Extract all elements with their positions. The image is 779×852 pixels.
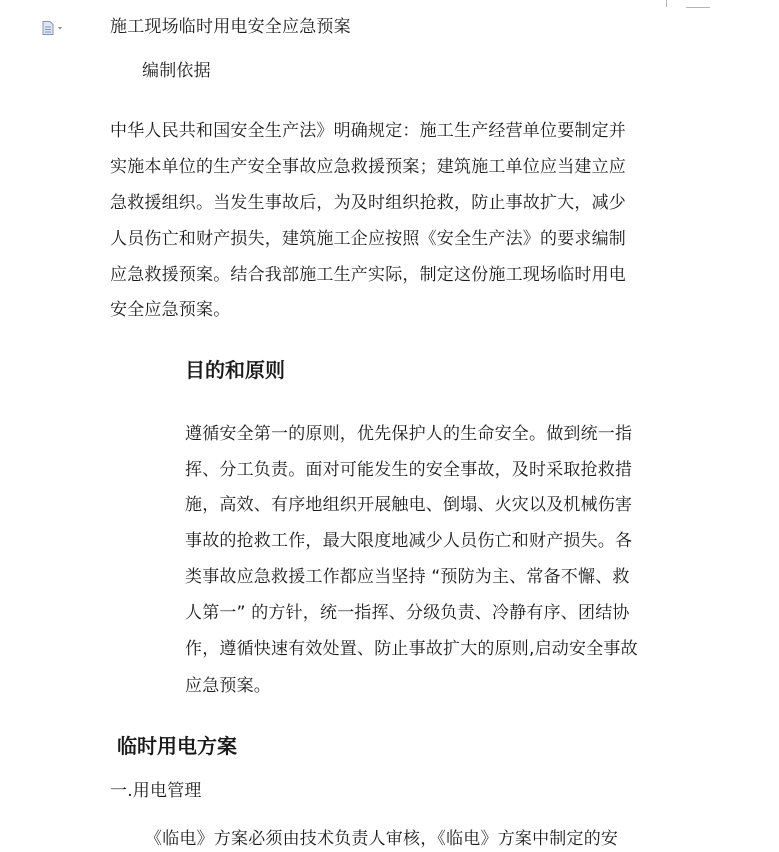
text-line: 人第一” 的方针，统一指挥、分级负责、冷静有序、团结协: [185, 603, 630, 623]
subsection-heading-management: 一.用电管理: [110, 781, 202, 801]
text-line: 作，遵循快速有效处置、防止事故扩大的原则,启动安全事故: [185, 639, 638, 659]
text-line: 应急救援预案。结合我部施工生产实际，制定这份施工现场临时用电: [110, 265, 626, 285]
text-line: 中华人民共和国安全生产法》明确规定：施工生产经营单位要制定并: [110, 121, 626, 141]
text-line: 急救援组织。当发生事故后，为及时组织抢救，防止事故扩大，减少: [110, 193, 626, 213]
text-line: 类事故应急救援工作都应当坚持 “预防为主、常备不懈、救: [185, 567, 630, 587]
text-line: 事故的抢救工作，最大限度地减少人员伤亡和财产损失。各: [185, 531, 633, 551]
text-line: 《临电》方案必须由技术负责人审核，《临电》方案中制定的安: [145, 829, 619, 849]
document-menu[interactable]: [42, 20, 66, 34]
text-line: 应急预案。: [185, 676, 271, 696]
text-line: 遵循安全第一的原则，优先保护人的生命安全。做到统一指: [185, 424, 633, 444]
text-line: 安全应急预案。: [110, 300, 231, 320]
document-icon: [43, 22, 53, 35]
chevron-down-icon: [58, 27, 62, 30]
section-heading-purpose: 目的和原则: [185, 358, 285, 382]
text-line: 挥、分工负责。面对可能发生的安全事故，及时采取抢救措: [185, 460, 633, 480]
document-title: 施工现场临时用电安全应急预案: [110, 17, 351, 37]
text-line: 人员伤亡和财产损失，建筑施工企应按照《安全生产法》的要求编制: [110, 229, 626, 249]
section-heading-basis: 编制依据: [142, 61, 211, 81]
page-corner-marks: [666, 0, 710, 8]
section-heading-plan: 临时用电方案: [117, 734, 237, 758]
text-line: 施，高效、有序地组织开展触电、倒塌、火灾以及机械伤害: [185, 495, 633, 515]
text-line: 实施本单位的生产安全事故应急救援预案；建筑施工单位应当建立应: [110, 157, 626, 177]
